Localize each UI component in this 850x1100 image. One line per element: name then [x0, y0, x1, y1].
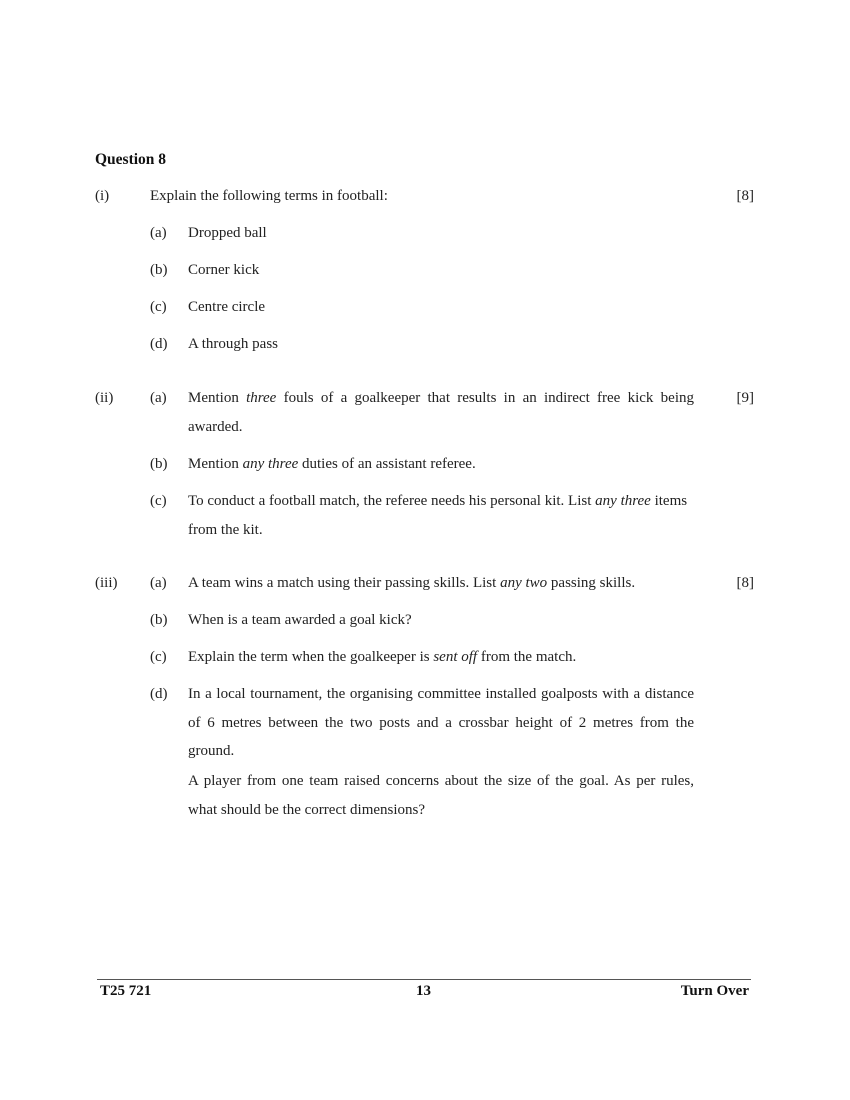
part-i-number: (i) — [95, 188, 110, 204]
part-iii-b-letter: (b) — [150, 612, 168, 628]
part-ii-number: (ii) — [95, 390, 114, 406]
part-iii-c-letter: (c) — [150, 649, 167, 665]
part-ii-c-text: To conduct a football match, the referee needs his personal kit. List any three items from the kit. — [188, 493, 688, 538]
part-i-stem: Explain the following terms in football: — [150, 188, 388, 204]
part-iii-b-text: When is a team awarded a goal kick? — [188, 612, 412, 628]
part-iii-a-text: A team wins a match using their passing skills. List any two passing skills. — [188, 575, 636, 591]
part-i-b-letter: (b) — [150, 262, 168, 278]
part-ii-marks: [9] — [736, 390, 754, 406]
part-iii-number: (iii) — [95, 575, 118, 591]
part-iii-d-para2: A player from one team raised concerns about the size of the goal. As per rules, what should be the correct dimensions? — [188, 773, 694, 818]
part-i-c-letter: (c) — [150, 299, 167, 315]
part-iii-a-letter: (a) — [150, 575, 167, 591]
question-title: Question 8 — [95, 151, 167, 168]
page-number: 13 — [416, 983, 431, 999]
part-i-c-text: Centre circle — [188, 299, 266, 315]
part-ii-c-letter: (c) — [150, 493, 167, 509]
part-i-d-text: A through pass — [188, 336, 278, 352]
part-i-marks: [8] — [736, 188, 754, 204]
part-i-b-text: Corner kick — [188, 262, 260, 278]
turn-over-label: Turn Over — [680, 983, 749, 999]
part-iii-d-para1: In a local tournament, the organising committee installed goalposts with a distance of 6 metres between the two posts and a crossbar height of 2 metres from the ground. — [188, 686, 694, 759]
part-i-d-letter: (d) — [150, 336, 168, 352]
footer-rule — [97, 979, 751, 980]
part-ii-b-letter: (b) — [150, 456, 168, 472]
part-i-a-text: Dropped ball — [188, 225, 267, 241]
part-ii-b-text: Mention any three duties of an assistant referee. — [188, 456, 476, 472]
part-iii-c-text: Explain the term when the goalkeeper is sent off from the match. — [188, 649, 577, 665]
part-iii-marks: [8] — [736, 575, 754, 591]
paper-code: T25 721 — [100, 983, 152, 999]
part-i-a-letter: (a) — [150, 225, 167, 241]
part-ii-a-text: Mention three fouls of a goalkeeper that results in an indirect free kick being awarded. — [188, 390, 694, 435]
part-ii-a-letter: (a) — [150, 390, 167, 406]
part-iii-d-letter: (d) — [150, 686, 168, 702]
